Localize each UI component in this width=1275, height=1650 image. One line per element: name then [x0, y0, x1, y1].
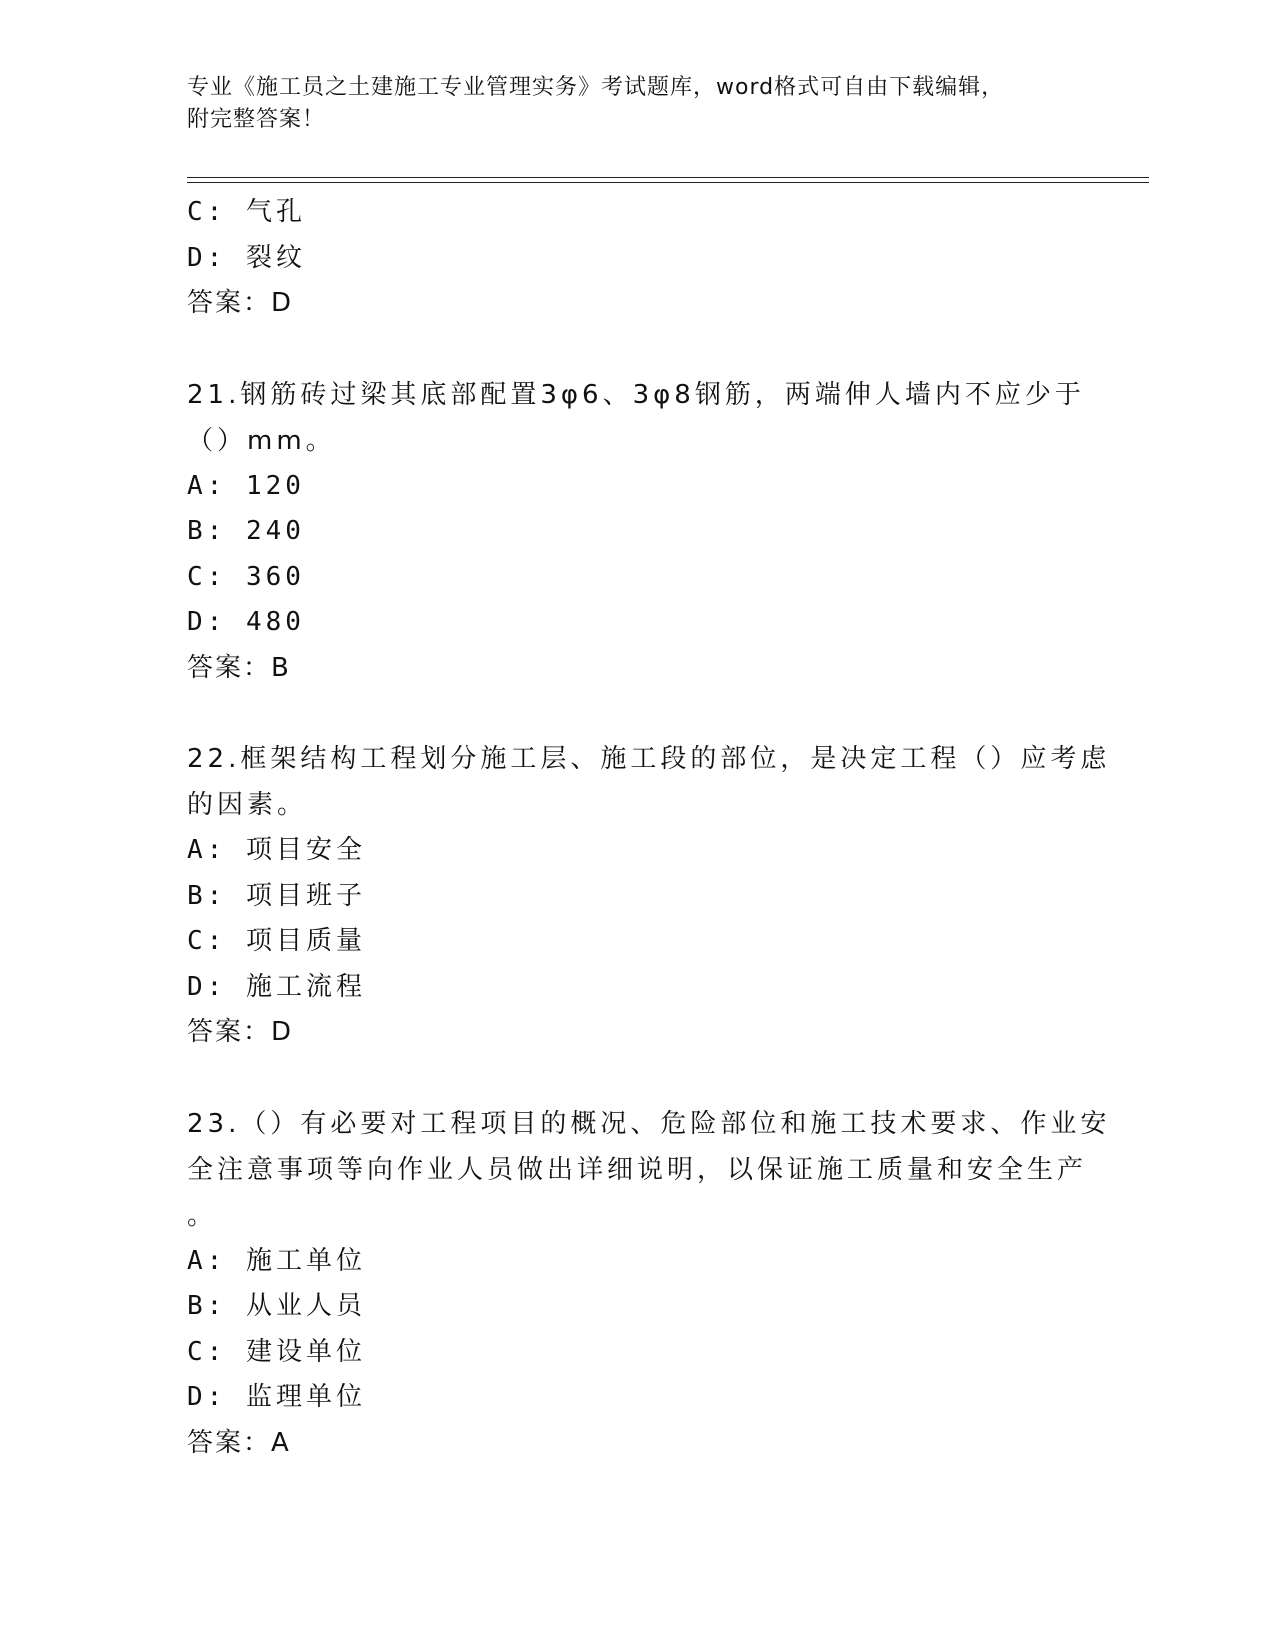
- question-line: 21.钢筋砖过梁其底部配置3φ6、3φ8钢筋，两端伸人墙内不应少于: [187, 379, 1085, 410]
- option-b: B: 从业人员: [187, 1291, 366, 1321]
- question-22: [187, 736, 1111, 1056]
- spacer: [187, 327, 1087, 372]
- question-line: （）mm。: [187, 425, 336, 456]
- option-a: A: 施工单位: [187, 1245, 366, 1276]
- question-text: [187, 736, 1111, 828]
- question-text: [187, 372, 1087, 464]
- prev-question-block: [187, 190, 1087, 327]
- option-d: D: 监理单位: [187, 1382, 366, 1412]
- question-line: 的因素。: [187, 790, 308, 820]
- spacer: [187, 1056, 1087, 1101]
- question-23: [187, 1101, 1111, 1467]
- option-d: D: 裂纹: [187, 242, 306, 273]
- header-line-2: 附完整答案！: [187, 107, 326, 132]
- question-text: [187, 1101, 1111, 1239]
- header-divider-top: [187, 177, 1149, 178]
- spacer: [187, 691, 1087, 736]
- question-list: [187, 190, 1111, 1466]
- option-b: B: 240: [187, 516, 305, 546]
- option-c: C: 360: [187, 561, 305, 592]
- question-line: 。: [187, 1200, 218, 1231]
- header-divider-bottom: [187, 182, 1149, 183]
- option-c: C: 项目质量: [187, 926, 366, 956]
- question-line: 全注意事项等向作业人员做出详细说明，以保证施工质量和安全生产: [187, 1154, 1088, 1185]
- answer-line: 答案：D: [187, 1017, 294, 1047]
- option-b: B: 项目班子: [187, 880, 366, 911]
- option-d: D: 480: [187, 607, 305, 637]
- option-c: C: 气孔: [187, 197, 306, 227]
- question-21: [187, 372, 1087, 692]
- answer-line: 答案：B: [187, 652, 291, 683]
- option-a: A: 120: [187, 470, 305, 501]
- question-line: 22.框架结构工程划分施工层、施工段的部位，是决定工程（）应考虑: [187, 744, 1111, 774]
- question-line: 23.（）有必要对工程项目的概况、危险部位和施工技术要求、作业安: [187, 1108, 1111, 1139]
- option-c: C: 建设单位: [187, 1336, 366, 1367]
- option-d: D: 施工流程: [187, 971, 366, 1002]
- option-a: A: 项目安全: [187, 835, 366, 865]
- answer-line: 答案：A: [187, 1427, 291, 1458]
- answer-line: 答案：D: [187, 288, 294, 318]
- header-line-1: 专业《施工员之土建施工专业管理实务》考试题库，word格式可自由下载编辑，: [187, 75, 1005, 100]
- document-header: [187, 72, 1087, 136]
